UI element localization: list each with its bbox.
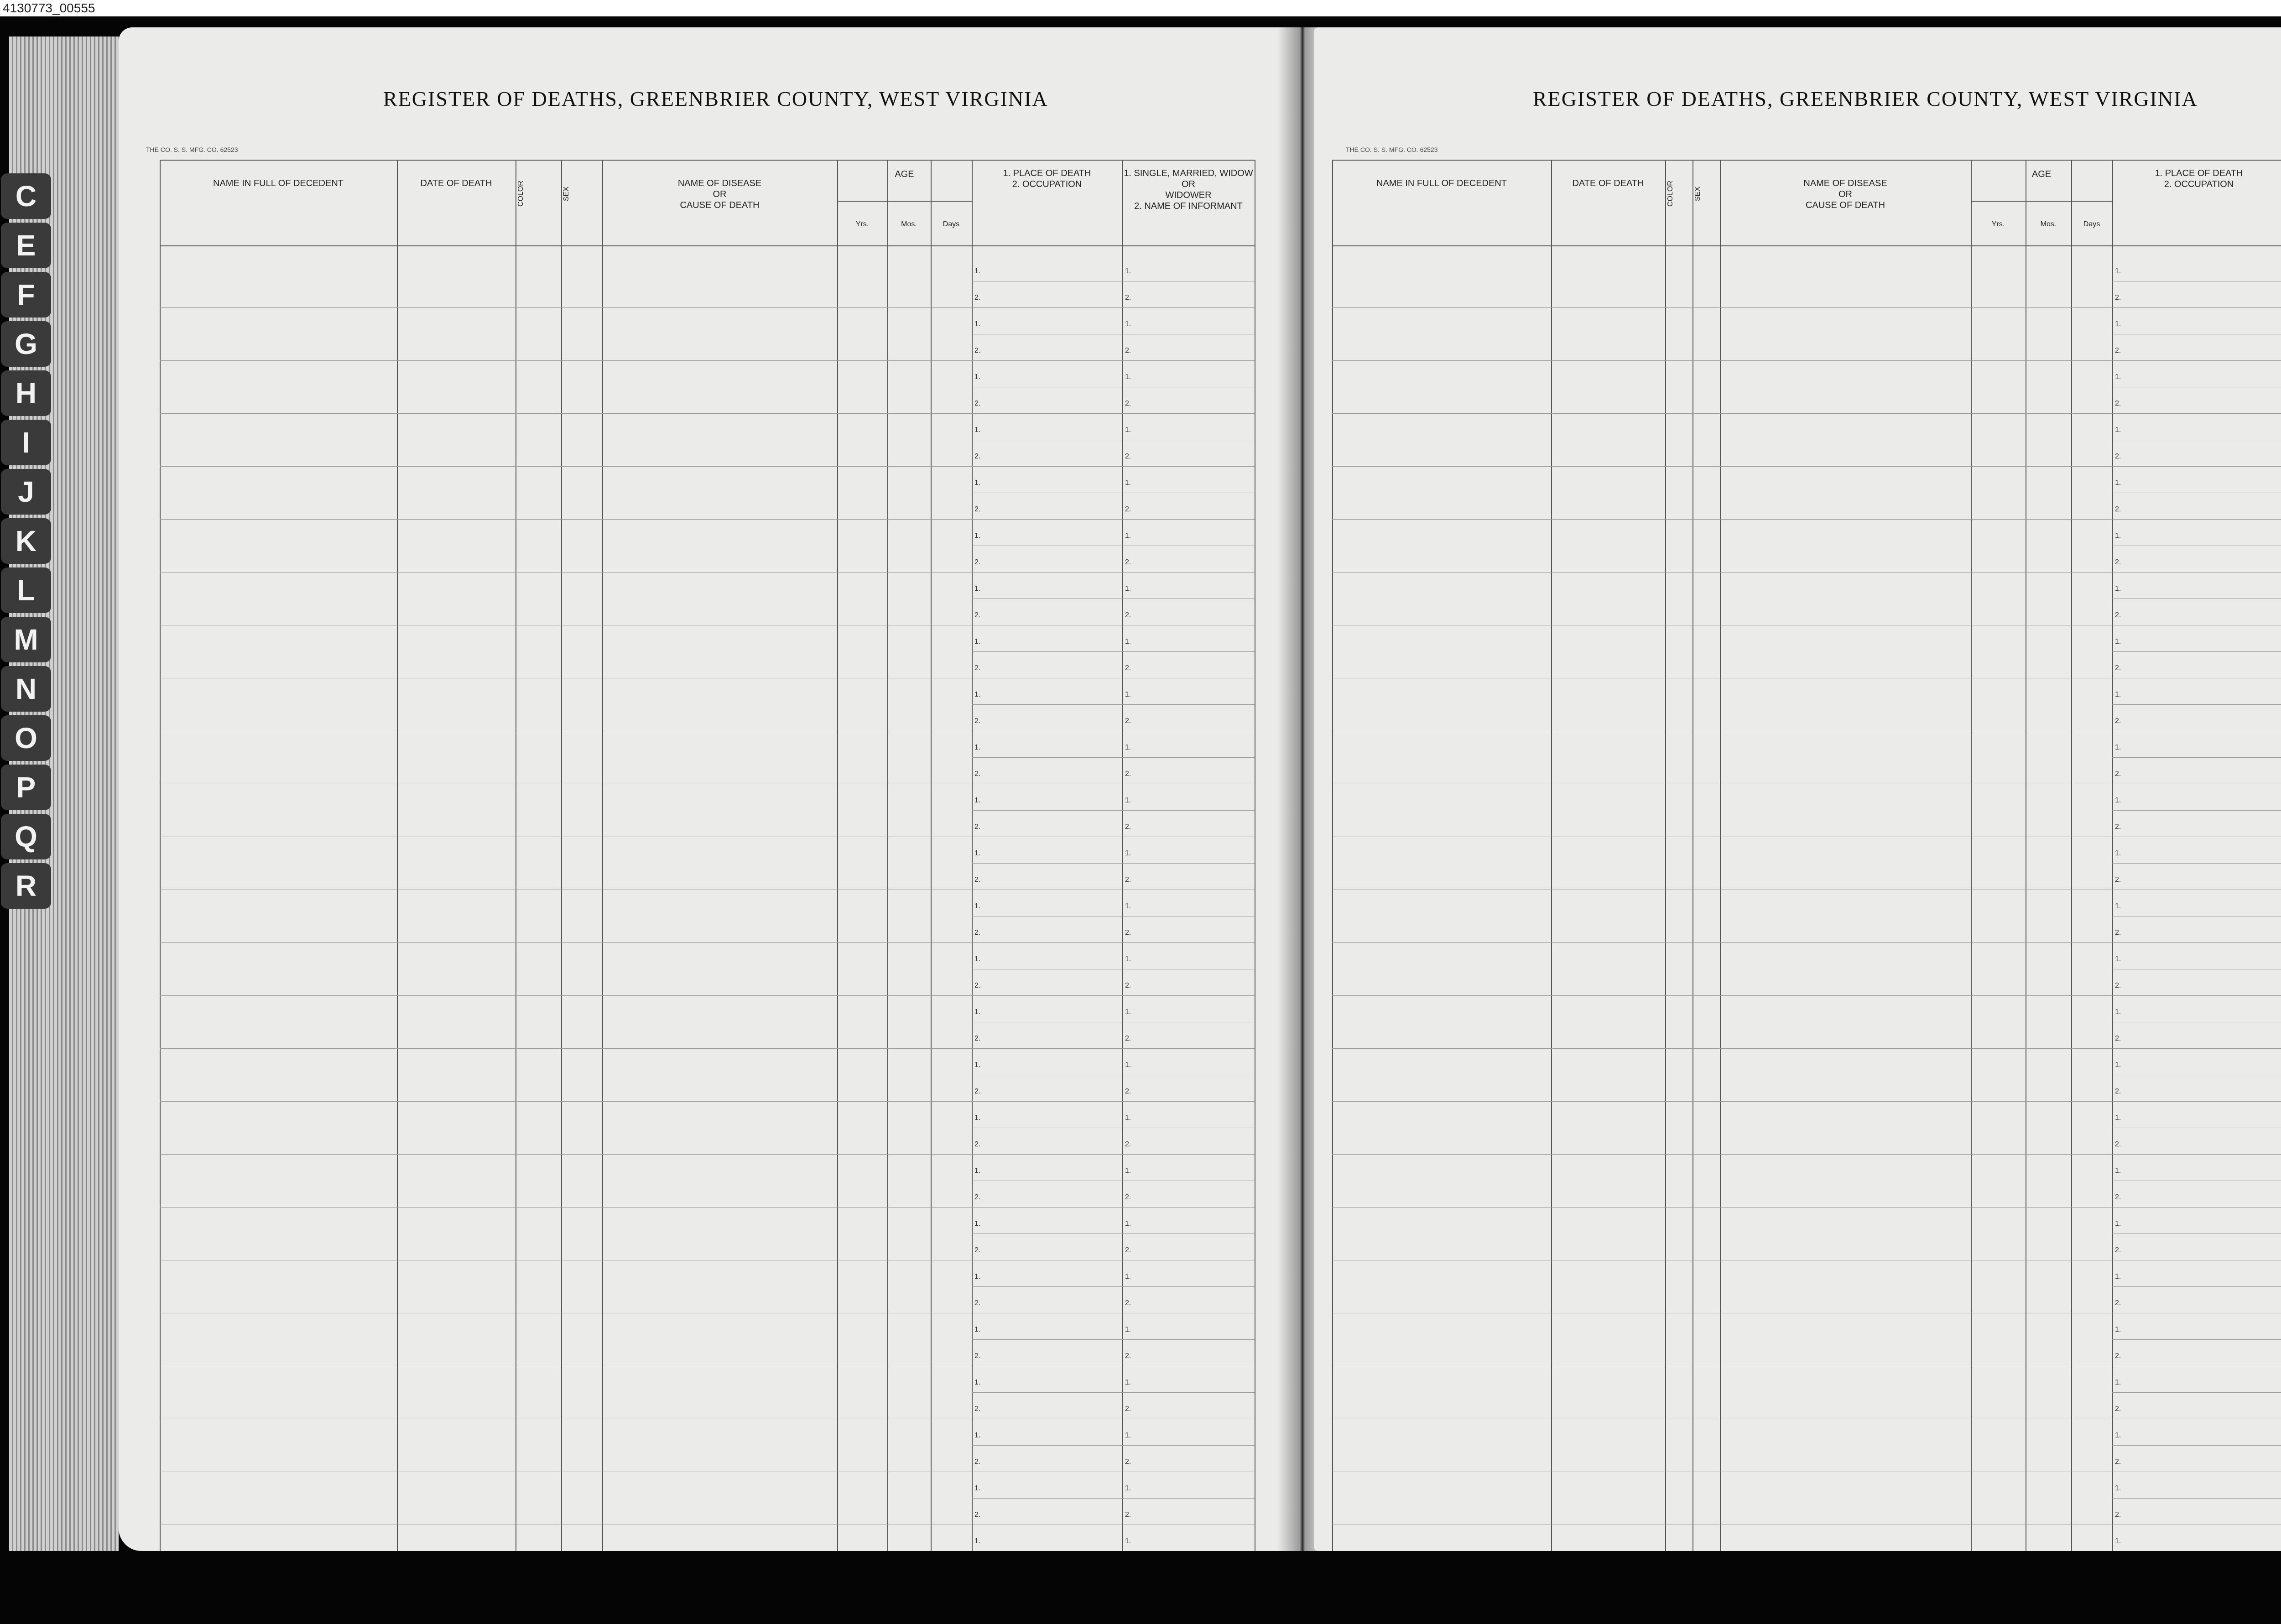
line-number: 1.	[974, 585, 981, 593]
line-number: 1.	[974, 1326, 981, 1333]
line-number: 1.	[974, 849, 981, 857]
line-number: 2.	[974, 717, 981, 725]
line-number: 1.	[2115, 638, 2121, 645]
left-form-number: THE CO. S. S. MFG. CO. 62523	[146, 146, 238, 153]
line-number: 1.	[2115, 426, 2121, 434]
line-number: 1.	[974, 744, 981, 751]
line-number: 2.	[1125, 929, 1131, 937]
header-sex: SEX	[1694, 187, 1702, 202]
line-number: 1.	[1125, 1220, 1131, 1228]
line-number: 1.	[1125, 691, 1131, 698]
line-number: 1.	[1125, 320, 1131, 328]
line-number: 2.	[1125, 400, 1131, 407]
line-number: 2.	[1125, 1035, 1131, 1042]
header-place: 1. PLACE OF DEATH 2. OCCUPATION	[1003, 168, 1091, 189]
ruled-line	[2112, 1445, 2281, 1446]
line-number: 1.	[974, 426, 981, 434]
line-number: 2.	[974, 982, 981, 989]
ruled-line	[972, 863, 1255, 864]
line-number: 1.	[1125, 532, 1131, 540]
column-rule	[1720, 160, 1721, 1551]
line-number: 1.	[2115, 1326, 2121, 1333]
line-number: 2.	[974, 1193, 981, 1201]
index-tab-i: I	[1, 420, 51, 465]
line-number: 2.	[2115, 929, 2121, 937]
ruled-line	[1332, 1048, 2281, 1049]
line-number: 2.	[2115, 1246, 2121, 1254]
line-number: 2.	[974, 294, 981, 302]
line-number: 1.	[2115, 796, 2121, 804]
line-number: 2.	[1125, 1458, 1131, 1466]
left-index-tabs	[1, 173, 51, 912]
line-number: 2.	[2115, 611, 2121, 619]
line-number: 1.	[974, 796, 981, 804]
line-number: 1.	[1125, 849, 1131, 857]
ruled-line	[160, 519, 1255, 520]
column-rule	[887, 160, 888, 1551]
header-name: NAME IN FULL OF DECEDENT	[1376, 178, 1507, 188]
line-number: 2.	[1125, 505, 1131, 513]
line-number: 2.	[974, 1035, 981, 1042]
line-number: 2.	[2115, 505, 2121, 513]
index-tab-m: M	[1, 617, 51, 662]
line-number: 2.	[2115, 400, 2121, 407]
line-number: 2.	[974, 1511, 981, 1519]
line-number: 2.	[2115, 876, 2121, 884]
line-number: 2.	[1125, 876, 1131, 884]
column-rule	[2112, 160, 2113, 1551]
line-number: 2.	[974, 1088, 981, 1095]
header-yrs: Yrs.	[1991, 220, 2005, 228]
line-number: 1.	[2115, 267, 2121, 275]
ruled-line	[160, 572, 1255, 573]
line-number: 1.	[974, 1537, 981, 1545]
ruled-line	[972, 1339, 1255, 1340]
line-number: 2.	[974, 1405, 981, 1413]
line-number: 2.	[1125, 1088, 1131, 1095]
ruled-line	[2112, 810, 2281, 811]
line-number: 2.	[2115, 1511, 2121, 1519]
index-tab-o: O	[1, 715, 51, 761]
line-number: 2.	[2115, 558, 2121, 566]
line-number: 1.	[974, 1379, 981, 1386]
index-tab-f: F	[1, 272, 51, 318]
header-date: DATE OF DEATH	[1572, 178, 1644, 188]
ruled-line	[1332, 572, 2281, 573]
ruled-line	[1332, 942, 2281, 943]
line-number: 2.	[2115, 982, 2121, 989]
line-number: 1.	[974, 532, 981, 540]
line-number: 2.	[2115, 1035, 2121, 1042]
line-number: 1.	[2115, 1061, 2121, 1069]
ruled-line	[160, 307, 1255, 308]
line-number: 2.	[2115, 1140, 2121, 1148]
column-rule	[1665, 160, 1666, 1551]
line-number: 2.	[974, 1299, 981, 1307]
line-number: 2.	[974, 1140, 981, 1148]
header-mos: Mos.	[2040, 220, 2057, 228]
image-label: 4130773_00555	[3, 1, 95, 15]
line-number: 2.	[2115, 453, 2121, 460]
line-number: 1.	[2115, 1220, 2121, 1228]
line-number: 1.	[1125, 1114, 1131, 1122]
line-number: 1.	[974, 1220, 981, 1228]
column-rule	[972, 160, 973, 1551]
index-tab-j: J	[1, 469, 51, 515]
header-place: 1. PLACE OF DEATH 2. OCCUPATION	[2155, 168, 2243, 189]
line-number: 1.	[1125, 1537, 1131, 1545]
line-number: 2.	[2115, 823, 2121, 831]
line-number: 2.	[1125, 347, 1131, 354]
line-number: 1.	[1125, 1431, 1131, 1439]
line-number: 1.	[1125, 373, 1131, 381]
age-subheader-rule	[837, 201, 972, 202]
ruled-line	[160, 1154, 1255, 1155]
line-number: 2.	[974, 453, 981, 460]
ruled-line	[972, 651, 1255, 652]
column-rule	[602, 160, 603, 1551]
line-number: 1.	[974, 955, 981, 963]
line-number: 1.	[974, 1431, 981, 1439]
ruled-line	[1332, 1101, 2281, 1102]
ruled-line	[160, 1101, 1255, 1102]
ruled-line	[1332, 413, 2281, 414]
line-number: 2.	[974, 400, 981, 407]
line-number: 1.	[1125, 1379, 1131, 1386]
index-tab-r: R	[1, 863, 51, 909]
header-disease: NAME OF DISEASE OR CAUSE OF DEATH	[1803, 178, 1887, 210]
column-rule	[931, 160, 932, 1551]
line-number: 1.	[2115, 532, 2121, 540]
line-number: 2.	[2115, 1405, 2121, 1413]
left-page-title: REGISTER OF DEATHS, GREENBRIER COUNTY, WEST VIRGINIA	[383, 87, 1048, 110]
line-number: 1.	[2115, 955, 2121, 963]
ruled-line	[160, 995, 1255, 996]
line-number: 1.	[974, 1008, 981, 1016]
ruled-line	[972, 757, 1255, 758]
column-rule	[561, 160, 562, 1551]
ruled-line	[2112, 1339, 2281, 1340]
line-number: 1.	[1125, 638, 1131, 645]
line-number: 1.	[1125, 1061, 1131, 1069]
column-rule	[837, 160, 838, 1551]
line-number: 2.	[1125, 717, 1131, 725]
line-number: 2.	[1125, 1511, 1131, 1519]
right-form-number: THE CO. S. S. MFG. CO. 62523	[1346, 146, 1438, 153]
line-number: 2.	[974, 929, 981, 937]
line-number: 2.	[974, 1352, 981, 1360]
ruled-line	[2112, 1392, 2281, 1393]
ruled-line	[1332, 519, 2281, 520]
line-number: 1.	[2115, 373, 2121, 381]
header-name: NAME IN FULL OF DECEDENT	[213, 178, 344, 188]
line-number: 1.	[2115, 585, 2121, 593]
line-number: 1.	[1125, 479, 1131, 487]
ruled-line	[1332, 1207, 2281, 1208]
age-subheader-rule	[1971, 201, 2112, 202]
ruled-line	[2112, 1498, 2281, 1499]
line-number: 2.	[2115, 1193, 2121, 1201]
line-number: 2.	[2115, 1352, 2121, 1360]
line-number: 2.	[1125, 1193, 1131, 1201]
line-number: 2.	[1125, 1246, 1131, 1254]
line-number: 2.	[1125, 1352, 1131, 1360]
index-tab-c: C	[1, 173, 51, 219]
line-number: 2.	[974, 1458, 981, 1466]
line-number: 1.	[2115, 1379, 2121, 1386]
ruled-line	[972, 1445, 1255, 1446]
line-number: 2.	[974, 664, 981, 672]
line-number: 1.	[1125, 955, 1131, 963]
line-number: 2.	[2115, 347, 2121, 354]
column-rule	[160, 160, 161, 1551]
ruled-line	[160, 413, 1255, 414]
line-number: 2.	[2115, 1299, 2121, 1307]
line-number: 1.	[2115, 1537, 2121, 1545]
line-number: 2.	[1125, 1140, 1131, 1148]
line-number: 1.	[2115, 1484, 2121, 1492]
image-label-bar	[0, 0, 2281, 16]
ruled-line	[160, 1048, 1255, 1049]
index-tab-p: P	[1, 765, 51, 810]
line-number: 2.	[1125, 1405, 1131, 1413]
right-page	[1314, 27, 2281, 1551]
line-number: 1.	[974, 1061, 981, 1069]
line-number: 1.	[974, 1484, 981, 1492]
column-rule	[2071, 160, 2072, 1551]
header-color: COLOR	[1666, 181, 1674, 207]
index-tab-e: E	[1, 223, 51, 268]
line-number: 1.	[974, 479, 981, 487]
line-number: 2.	[974, 347, 981, 354]
line-number: 1.	[1125, 1167, 1131, 1175]
line-number: 1.	[974, 902, 981, 910]
line-number: 1.	[974, 267, 981, 275]
line-number: 1.	[1125, 1326, 1131, 1333]
ruled-line	[2112, 651, 2281, 652]
line-number: 2.	[2115, 717, 2121, 725]
index-tab-h: H	[1, 370, 51, 416]
line-number: 1.	[2115, 1431, 2121, 1439]
ruled-line	[972, 1286, 1255, 1287]
index-tab-k: K	[1, 518, 51, 564]
line-number: 1.	[1125, 426, 1131, 434]
ruled-line	[160, 942, 1255, 943]
header-age: AGE	[895, 169, 914, 179]
line-number: 1.	[2115, 320, 2121, 328]
line-number: 1.	[2115, 1008, 2121, 1016]
column-rule	[1122, 160, 1123, 1551]
line-number: 1.	[1125, 902, 1131, 910]
column-rule	[397, 160, 398, 1551]
line-number: 2.	[1125, 982, 1131, 989]
line-number: 2.	[1125, 1299, 1131, 1307]
ruled-line	[972, 704, 1255, 705]
line-number: 2.	[974, 558, 981, 566]
line-number: 1.	[1125, 1273, 1131, 1280]
ruled-line	[160, 466, 1255, 467]
line-number: 1.	[2115, 1114, 2121, 1122]
ruled-line	[2112, 1286, 2281, 1287]
line-number: 2.	[1125, 294, 1131, 302]
column-rule	[1551, 160, 1552, 1551]
line-number: 2.	[1125, 558, 1131, 566]
ruled-line	[1332, 466, 2281, 467]
header-status: 1. SINGLE, MARRIED, WIDOW OR WIDOWER 2. NAME OF INFORMANT	[1124, 168, 1253, 211]
line-number: 2.	[974, 505, 981, 513]
line-number: 1.	[1125, 796, 1131, 804]
line-number: 2.	[974, 770, 981, 778]
line-number: 1.	[2115, 1167, 2121, 1175]
line-number: 2.	[1125, 453, 1131, 460]
ruled-line	[2112, 863, 2281, 864]
line-number: 2.	[1125, 770, 1131, 778]
column-rule	[1971, 160, 1972, 1551]
left-page	[119, 27, 1286, 1551]
line-number: 2.	[2115, 664, 2121, 672]
header-color: COLOR	[517, 181, 525, 207]
ruled-line	[1332, 995, 2281, 996]
line-number: 1.	[2115, 902, 2121, 910]
header-mos: Mos.	[901, 220, 917, 228]
right-register-table	[1332, 160, 2281, 1551]
header-disease: NAME OF DISEASE OR CAUSE OF DEATH	[677, 178, 762, 210]
line-number: 2.	[974, 823, 981, 831]
line-number: 1.	[974, 691, 981, 698]
line-number: 2.	[2115, 1458, 2121, 1466]
ruled-line	[2112, 704, 2281, 705]
line-number: 2.	[974, 1246, 981, 1254]
ruled-line	[2112, 757, 2281, 758]
line-number: 1.	[974, 1273, 981, 1280]
line-number: 2.	[2115, 770, 2121, 778]
line-number: 1.	[974, 1114, 981, 1122]
ruled-line	[1332, 360, 2281, 361]
line-number: 1.	[1125, 267, 1131, 275]
line-number: 2.	[974, 876, 981, 884]
line-number: 1.	[1125, 1484, 1131, 1492]
line-number: 2.	[1125, 611, 1131, 619]
header-yrs: Yrs.	[855, 220, 869, 228]
line-number: 1.	[1125, 1008, 1131, 1016]
line-number: 1.	[2115, 691, 2121, 698]
index-tab-q: Q	[1, 814, 51, 859]
left-register-table	[160, 160, 1255, 1551]
column-rule	[1332, 160, 1333, 1551]
line-number: 1.	[1125, 585, 1131, 593]
header-age: AGE	[2031, 169, 2052, 179]
line-number: 2.	[1125, 823, 1131, 831]
ruled-line	[1332, 307, 2281, 308]
header-date: DATE OF DEATH	[420, 178, 492, 188]
index-tab-g: G	[1, 321, 51, 367]
ruled-line	[160, 360, 1255, 361]
line-number: 1.	[2115, 1273, 2121, 1280]
line-number: 1.	[2115, 744, 2121, 751]
line-number: 2.	[2115, 1088, 2121, 1095]
ruled-line	[1332, 1154, 2281, 1155]
ruled-line	[972, 1498, 1255, 1499]
header-sex: SEX	[562, 187, 570, 202]
header-days: Days	[2083, 220, 2100, 228]
line-number: 1.	[2115, 479, 2121, 487]
header-days: Days	[943, 220, 960, 228]
index-tab-n: N	[1, 666, 51, 712]
index-tab-l: L	[1, 567, 51, 613]
line-number: 1.	[974, 373, 981, 381]
line-number: 2.	[1125, 664, 1131, 672]
line-number: 1.	[974, 320, 981, 328]
ruled-line	[972, 810, 1255, 811]
line-number: 1.	[974, 638, 981, 645]
line-number: 2.	[2115, 294, 2121, 302]
right-page-title: REGISTER OF DEATHS, GREENBRIER COUNTY, WEST VIRGINIA	[1533, 87, 2198, 110]
ruled-line	[160, 1207, 1255, 1208]
ruled-line	[972, 1392, 1255, 1393]
line-number: 1.	[2115, 849, 2121, 857]
line-number: 2.	[974, 611, 981, 619]
line-number: 1.	[1125, 744, 1131, 751]
line-number: 1.	[974, 1167, 981, 1175]
